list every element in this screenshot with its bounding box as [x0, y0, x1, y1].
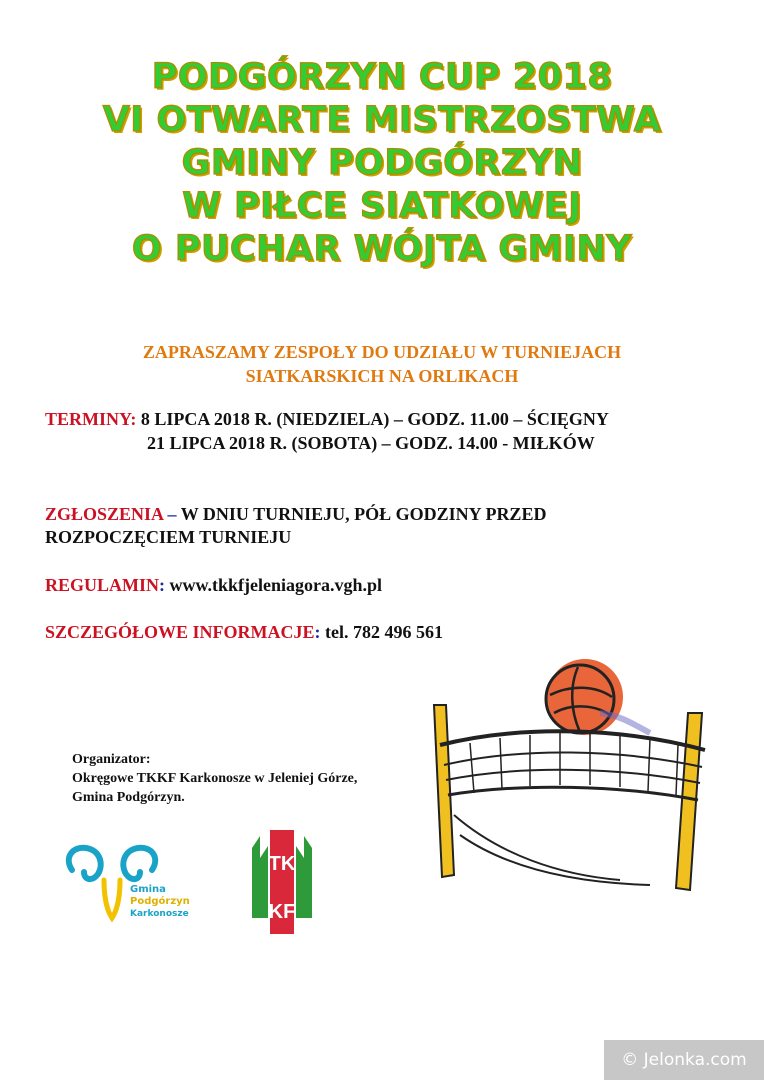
tkkf-text-top: TK: [268, 853, 296, 875]
terms-date-1: 8 LIPCA 2018 R. (NIEDZIELA) – GODZ. 11.00 – ŚCIĘGNY: [136, 409, 609, 429]
title-line-2: VI OTWARTE MISTRZOSTWA: [102, 100, 662, 140]
terms-label: TERMINY:: [45, 409, 137, 429]
organizer-line-2: Gmina Podgórzyn.: [72, 790, 185, 805]
net-sketch-line-2: [460, 835, 650, 885]
title-line-5: O PUCHAR WÓJTA GMINY: [131, 229, 633, 269]
title-line-4: W PIŁCE SIATKOWEJ: [182, 186, 582, 226]
info-phone: tel. 782 496 561: [320, 622, 444, 642]
tkkf-left-leaf-2: [260, 846, 268, 918]
invitation-line-1: ZAPRASZAMY ZESPOŁY DO UDZIAŁU W TURNIEJACH: [142, 342, 622, 362]
organizer-block: [72, 750, 357, 807]
gmina-logo-text-2: Podgórzyn: [130, 896, 190, 907]
registration-row-2: [45, 527, 291, 548]
tkkf-left-leaf: [252, 836, 260, 918]
gmina-logo-text-1: Gmina: [130, 884, 166, 895]
title-line-1: PODGÓRZYN CUP 2018: [151, 57, 613, 97]
left-post: [434, 705, 454, 877]
rules-row: [45, 575, 382, 596]
rules-label: REGULAMIN: [45, 575, 160, 595]
logo-left-horn: [69, 848, 101, 879]
net-top-band: [440, 731, 705, 750]
net-col: [648, 739, 650, 791]
organizer-label: Organizator:: [72, 752, 151, 767]
watermark: © Jelonka.com: [604, 1040, 764, 1080]
info-row: [45, 622, 443, 643]
info-colon: :: [314, 622, 321, 642]
net-col: [676, 745, 678, 795]
rules-colon: :: [159, 575, 166, 595]
volleyball-icon: [546, 659, 623, 735]
net-bottom-band: [448, 787, 698, 800]
terms-row-2: [147, 433, 595, 454]
registration-text-2: ROZPOCZĘCIEM TURNIEJU: [45, 527, 292, 547]
volleyball-net: [440, 713, 705, 885]
logo-face: [104, 880, 120, 918]
net-row-2: [446, 770, 700, 783]
rules-url[interactable]: www.tkkfjeleniagora.vgh.pl: [165, 575, 383, 595]
title-line-3: GMINY PODGÓRZYN: [181, 143, 583, 183]
invitation-line-2: SIATKARSKICH NA ORLIKACH: [245, 366, 519, 386]
tkkf-right-leaf-2: [296, 846, 304, 918]
tkkf-right-leaf: [304, 836, 312, 918]
tkkf-text-bottom: KF: [268, 901, 296, 923]
right-post: [676, 713, 702, 890]
gmina-logo-text-3: Karkonosze: [130, 909, 189, 919]
terms-date-2: 21 LIPCA 2018 R. (SOBOTA) – GODZ. 14.00 - MIŁKÓW: [147, 433, 595, 453]
registration-dash: –: [163, 504, 181, 524]
registration-label: ZGŁOSZENIA: [45, 504, 164, 524]
net-col: [500, 738, 502, 789]
net-col: [470, 743, 474, 793]
organizer-line-1: Okręgowe TKKF Karkonosze w Jeleniej Górze,: [72, 771, 358, 786]
poster-title: [0, 56, 764, 271]
info-label: SZCZEGÓŁOWE INFORMACJE: [45, 622, 315, 642]
invitation-text: [0, 340, 764, 388]
terms-row-1: [45, 409, 609, 430]
tkkf-logo: [248, 828, 316, 940]
registration-text-1: W DNIU TURNIEJU, PÓŁ GODZINY PRZED: [180, 504, 547, 524]
net-row-1: [444, 752, 702, 767]
gmina-podgorzyn-logo: [62, 840, 212, 930]
logo-right-horn: [123, 848, 155, 879]
volleyball-net-illustration: [420, 655, 720, 945]
registration-row-1: [45, 504, 546, 525]
